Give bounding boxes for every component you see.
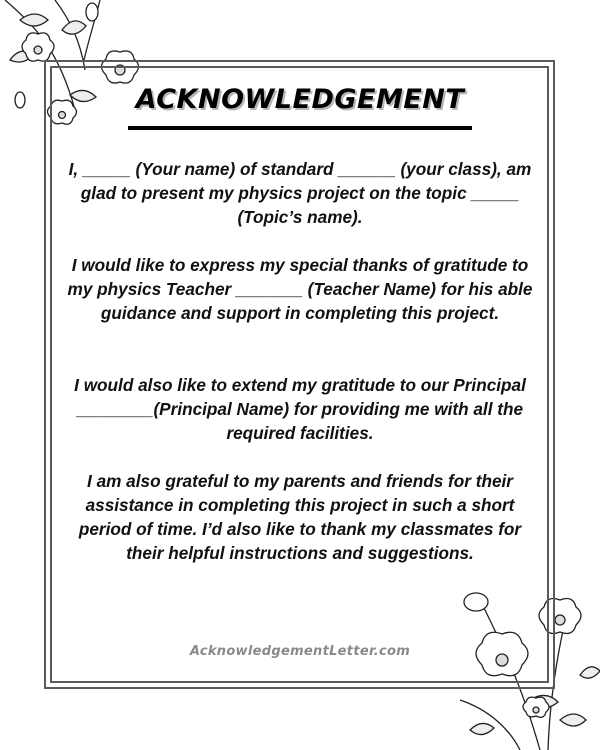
paragraph-teacher-thanks: I would like to express my special thanks of gratitude to my physics Teacher _______ (Teacher Name) for his able guidance and support in completing this project.: [67, 255, 533, 323]
paragraph-introduction: I, _____ (Your name) of standard ______ (your class), am glad to present my physics project on the topic _____ (Topic’s name).: [68, 159, 532, 227]
title-underline: [128, 126, 472, 130]
page-title: ACKNOWLEDGEMENT: [135, 84, 465, 115]
paragraph-principal-thanks: I would also like to extend my gratitude to our Principal ________(Principal Name) for providing me with all the required facilities.: [74, 375, 526, 443]
footer-website: AcknowledgementLetter.com: [189, 644, 411, 659]
paragraph-family-thanks: I am also grateful to my parents and friends for their assistance in completing this project in such a short period of time. I’d also like to thank my classmates for their helpful instructions and suggestions.: [78, 471, 522, 563]
